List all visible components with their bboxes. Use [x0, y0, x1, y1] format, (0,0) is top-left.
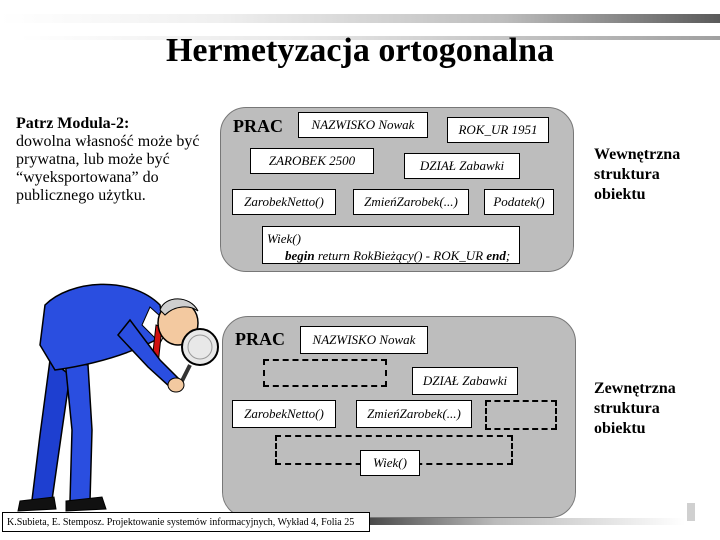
bottom-decor-bar: [370, 518, 685, 525]
left-note-heading: Patrz Modula-2:: [16, 115, 130, 132]
internal-class-name: PRAC: [233, 116, 283, 136]
internal-podatek-box: Podatek(): [484, 189, 554, 215]
corner-mark: [687, 503, 695, 521]
external-structure-label: Zewnętrzna struktura obiektu: [594, 380, 676, 437]
external-hidden-box: [263, 359, 387, 387]
internal-dzial-box: DZIAŁ Zabawki: [404, 153, 520, 179]
external-wiek-box: Wiek(): [360, 450, 420, 476]
external-class-name: PRAC: [235, 329, 285, 349]
internal-zarobek-netto-box: ZarobekNetto(): [232, 189, 336, 215]
external-dzial-box: DZIAŁ Zabawki: [412, 367, 518, 395]
slide-title: Hermetyzacja ortogonalna: [165, 32, 555, 69]
internal-zarobek-box: ZAROBEK 2500: [250, 148, 374, 174]
internal-wiek-method-box: [262, 226, 520, 264]
internal-structure-label: Wewnętrzna struktura obiektu: [594, 146, 681, 203]
wiek-signature: Wiek(): [267, 231, 301, 246]
wiek-begin-keyword: begin: [285, 248, 315, 263]
external-zarobek-netto-box: ZarobekNetto(): [232, 400, 336, 428]
left-note-body: dowolna własność może być prywatna, lub może być “wyeksportowana” do publicznego użytku.: [16, 133, 200, 204]
external-zmien-zarobek-box: ZmieńZarobek(...): [356, 400, 472, 428]
internal-zmien-zarobek-box: ZmieńZarobek(...): [353, 189, 469, 215]
internal-nazwisko-box: NAZWISKO Nowak: [298, 112, 428, 138]
wiek-semicolon: ;: [505, 248, 511, 263]
footer-citation: K.Subieta, E. Stemposz. Projektowanie systemów informacyjnych, Wykład 4, Folia 25: [2, 512, 370, 532]
wiek-body-text: return RokBieżący() - ROK_UR: [314, 248, 487, 263]
wiek-body-line: [267, 247, 519, 264]
internal-rok-ur-box: ROK_UR 1951: [447, 117, 549, 143]
wiek-end-keyword: end: [486, 248, 506, 263]
external-hidden-box: [485, 400, 557, 430]
detective-figure-illustration: [10, 265, 225, 515]
external-nazwisko-box: NAZWISKO Nowak: [300, 326, 428, 354]
top-decor-bar: [0, 14, 720, 23]
left-note: [16, 115, 221, 205]
